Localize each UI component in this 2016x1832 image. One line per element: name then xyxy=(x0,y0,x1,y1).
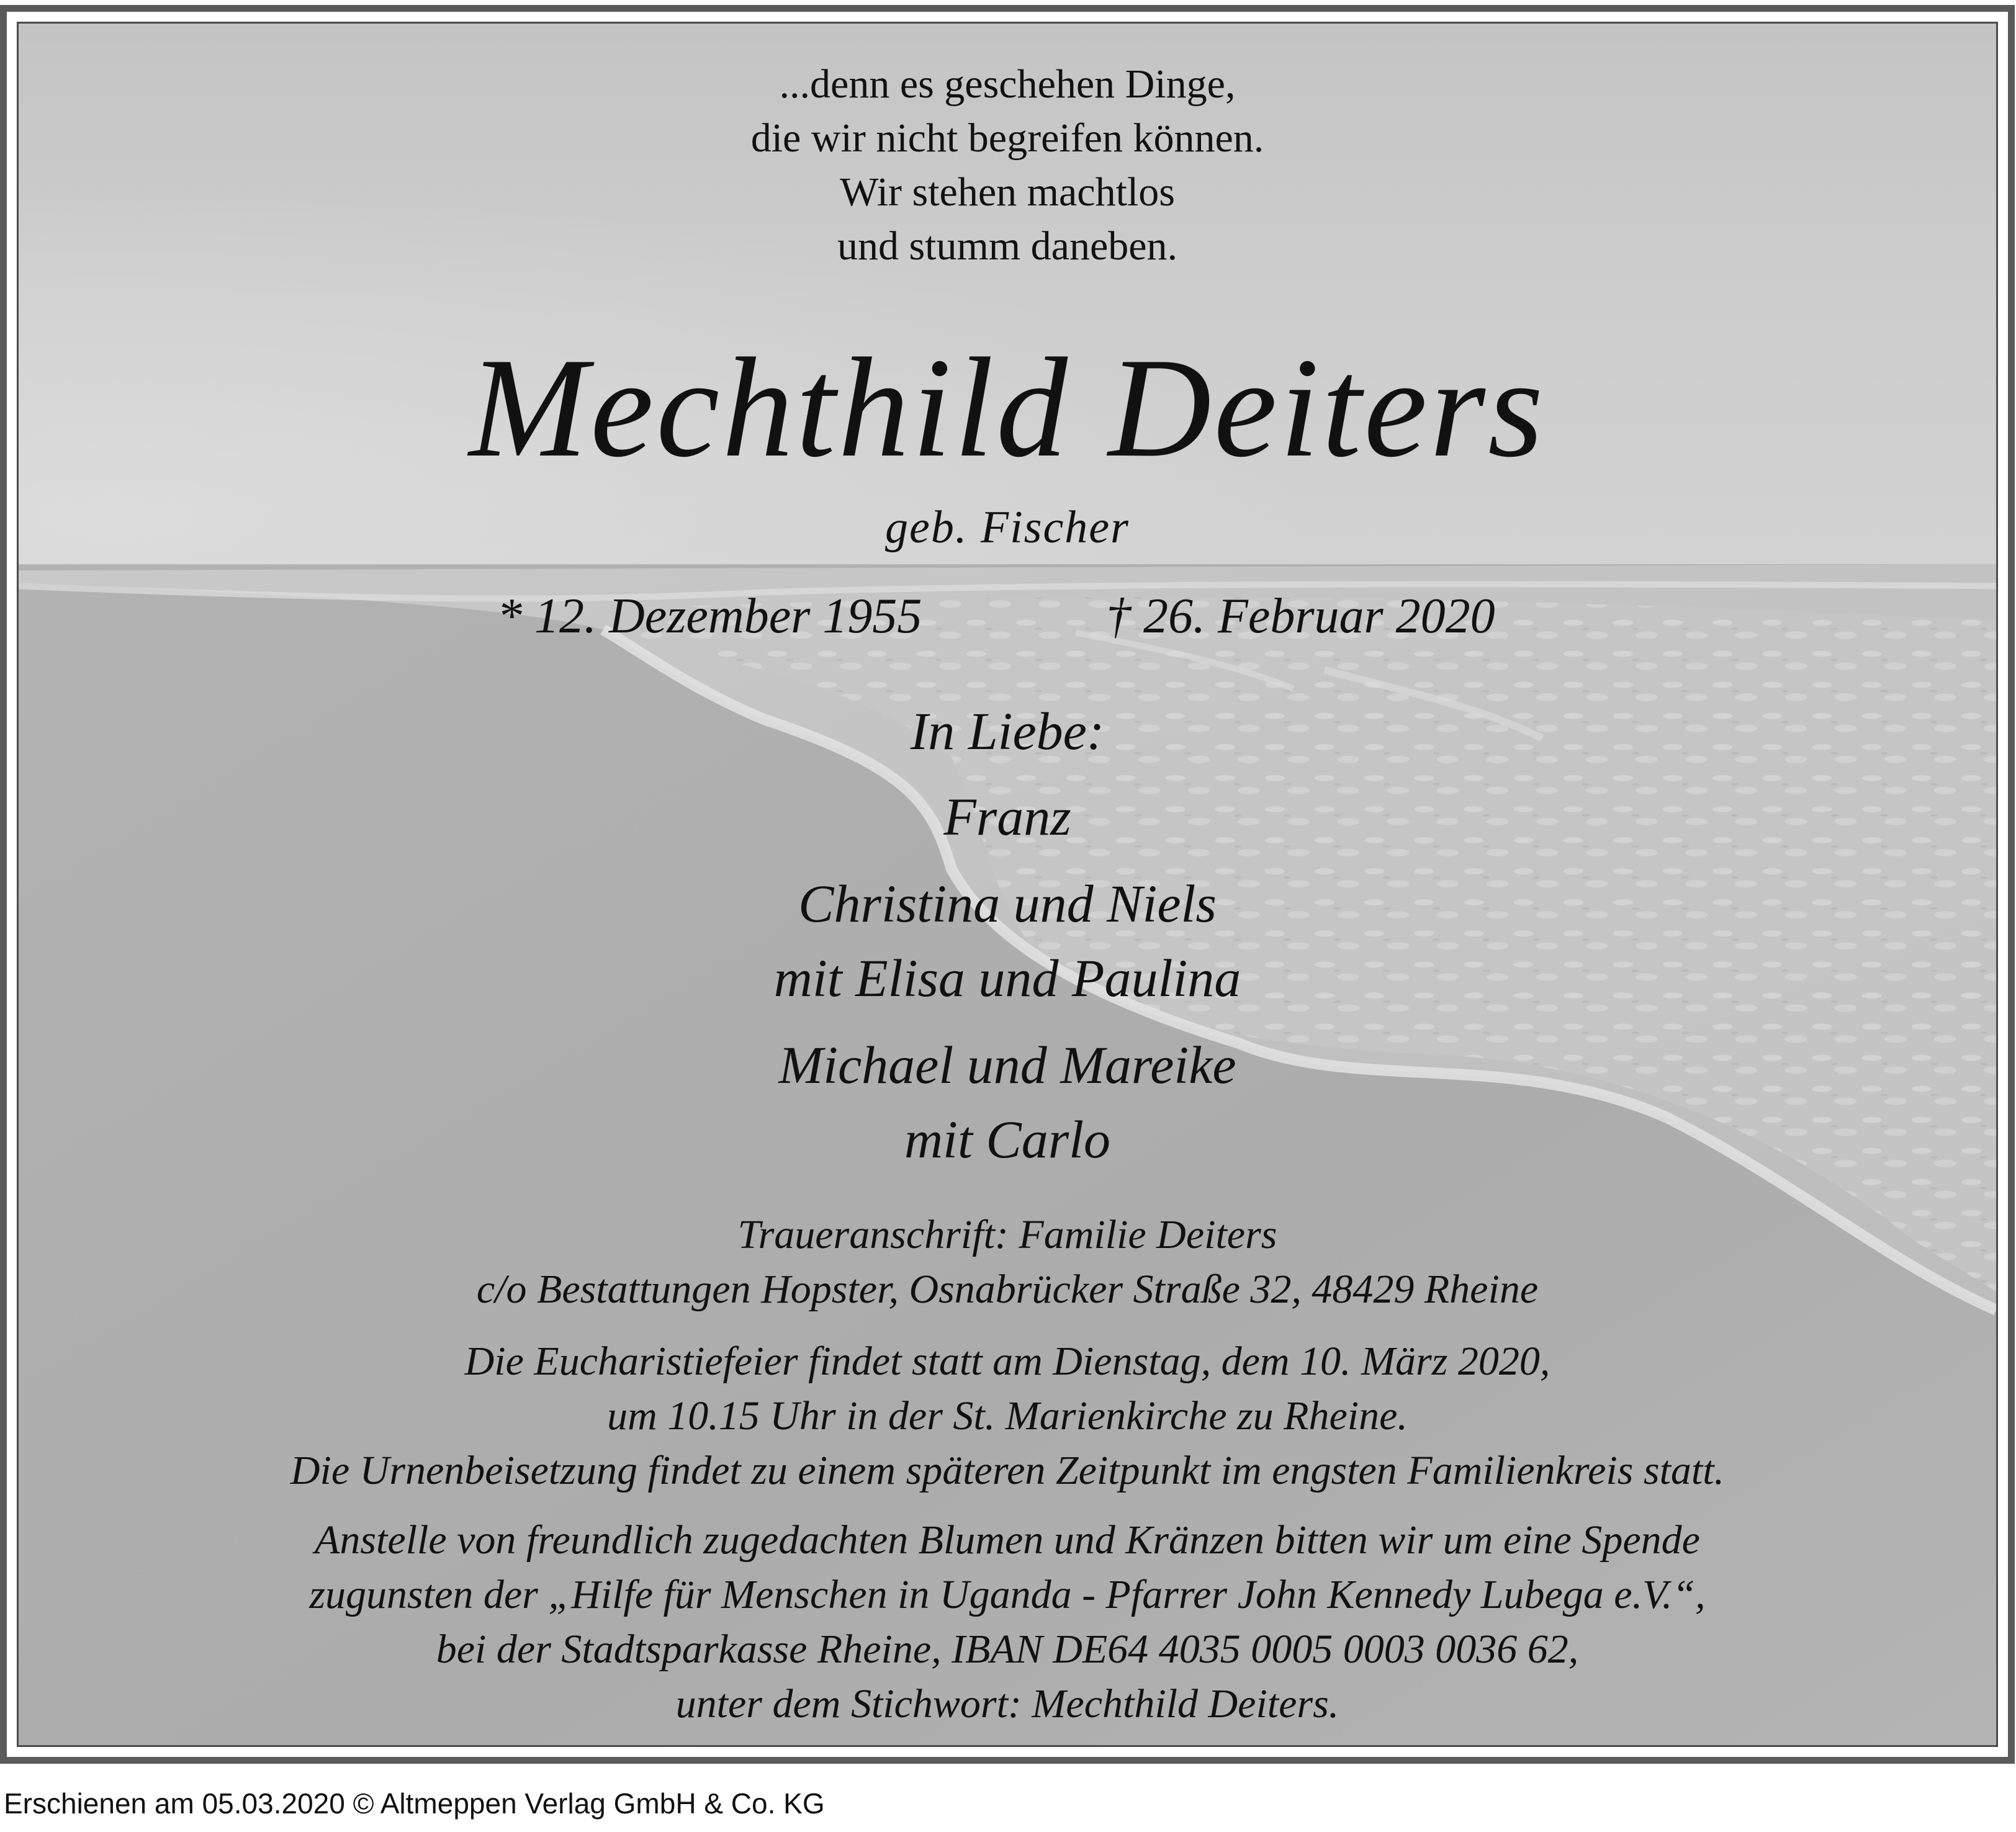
mourner-line: mit Carlo xyxy=(904,1110,1111,1169)
mourner-line: Christina und Niels xyxy=(798,874,1217,933)
mourner-line: Franz xyxy=(943,787,1071,846)
mourners-intro: In Liebe: xyxy=(910,701,1105,761)
motto-line: die wir nicht begreifen können. xyxy=(750,115,1264,161)
donation-line: bei der Stadtsparkasse Rheine, IBAN DE64 4035 0005 0003 0036 62, xyxy=(436,1627,1579,1672)
deceased-name: Mechthild Deiters xyxy=(469,328,1546,487)
service-details xyxy=(19,1334,1996,1498)
mourner-line: Michael und Mareike xyxy=(778,1035,1236,1095)
donation-line: unter dem Stichwort: Mechthild Deiters. xyxy=(675,1681,1339,1726)
motto-line: ...denn es geschehen Dinge, xyxy=(779,61,1236,107)
address-line: Traueranschrift: Familie Deiters xyxy=(737,1212,1277,1257)
mourning-address xyxy=(19,1208,1996,1317)
publication-footer: Erschienen am 05.03.2020 © Altmeppen Verlag GmbH & Co. KG xyxy=(4,1787,825,1820)
mourner-line: mit Elisa und Paulina xyxy=(773,948,1241,1008)
donation-line: Anstelle von freundlich zugedachten Blumen und Kränzen bitten wir um eine Spende xyxy=(315,1517,1700,1563)
notice-content xyxy=(19,24,1996,1745)
birth-date: * 12. Dezember 1955 xyxy=(497,589,922,644)
donation-line: zugunsten der „Hilfe für Menschen in Uganda - Pfarrer John Kennedy Lubega e.V.“, xyxy=(309,1572,1706,1617)
motto-verse xyxy=(19,57,1996,273)
motto-line: und stumm daneben. xyxy=(837,223,1178,269)
service-line: Die Eucharistiefeier findet statt am Dienstag, dem 10. März 2020, xyxy=(464,1339,1550,1384)
motto-line: Wir stehen machtlos xyxy=(840,169,1175,215)
maiden-name: geb. Fischer xyxy=(885,502,1130,553)
donation-request xyxy=(19,1513,1996,1731)
notice-inner-border xyxy=(17,22,1998,1747)
address-line: c/o Bestattungen Hopster, Osnabrücker Straße 32, 48429 Rheine xyxy=(476,1267,1539,1312)
service-line: um 10.15 Uhr in der St. Marienkirche zu Rheine. xyxy=(607,1393,1408,1439)
death-date: † 26. Februar 2020 xyxy=(1106,589,1495,644)
service-line: Die Urnenbeisetzung findet zu einem späteren Zeitpunkt im engsten Familienkreis statt. xyxy=(290,1448,1725,1493)
obituary-notice xyxy=(0,5,2015,1764)
